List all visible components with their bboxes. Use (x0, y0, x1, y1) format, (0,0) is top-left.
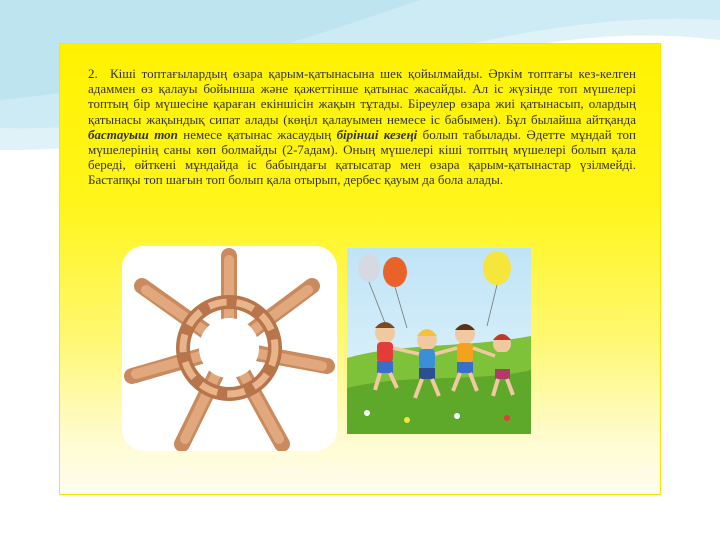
item-number: 2. (88, 66, 98, 81)
paragraph-text-part-2: немесе қатынас жасаудың (177, 126, 337, 142)
slide-paragraph (88, 66, 636, 188)
paragraph-text-part-3: болып табылады. Әдетте мұндай топ мүшелерінің саны көп болмайды (2-7адам). Оның мүшелері кіші топтың мүшелері болып қала береді, өйткені мұндайда іс бабындағы қатысатар мен өзара қарым-қатынастар үзілмейді. Бастапқы топ шағын топ болып қала отырып, дербес қауым да бола алады. (88, 126, 636, 188)
emphasis-primary-group: бастауыш топ (88, 126, 178, 142)
children-playing-image (347, 248, 531, 434)
paragraph-text-part-1: Кіші топтағылардың өзара қарым-қатынасына шек қойылмайды. Әркім топтағы кез-келген адаммен өз қалауы бойынша және қажеттінше қатынас жасайды. Ал іс жүзінде топ мүшелері топтың бір мүшесіне қараған екіншісін жақын тұтады. Біреулер өзара жиі қатынасып, олардың қатынасы жақындық сипат алады (көңіл қалауымен немесе іс бабымен). Бұл былайша айтқанда (88, 66, 636, 127)
slide-panel (60, 44, 660, 494)
emphasis-first-stage: бірінші кезеңі (336, 126, 418, 142)
hands-circle-image (122, 246, 337, 451)
